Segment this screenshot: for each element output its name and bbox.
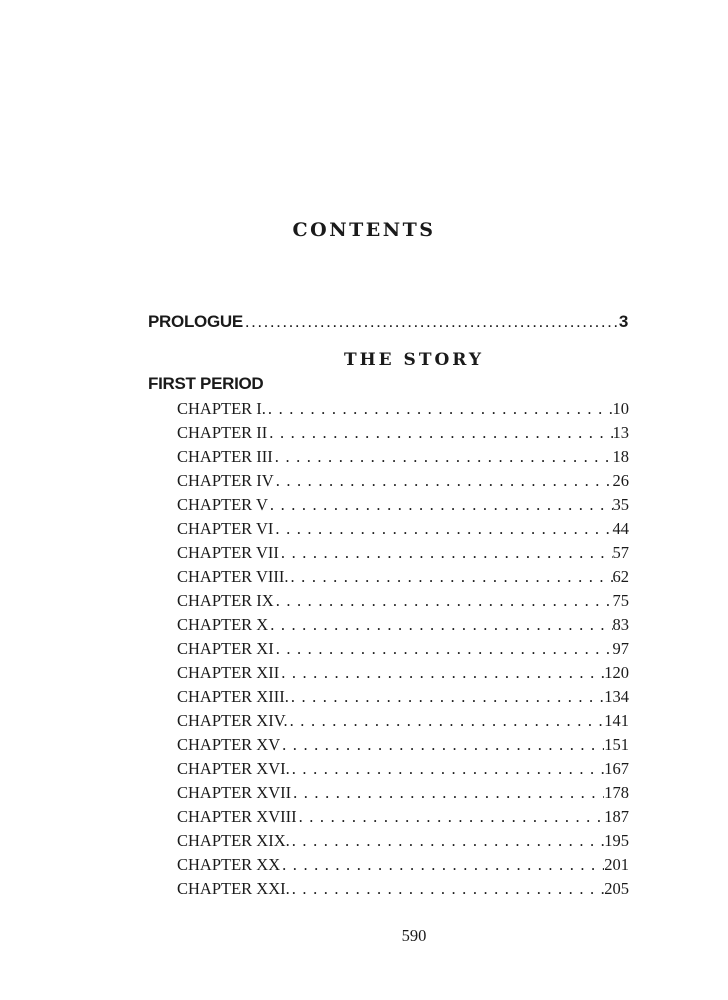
- toc-entry-page: 178: [604, 783, 629, 802]
- toc-entry-label: CHAPTER XII: [177, 663, 280, 682]
- toc-entry-page: 151: [604, 735, 629, 754]
- toc-entry-chapter[interactable]: [177, 493, 629, 517]
- chapter-list: [177, 397, 629, 901]
- toc-entry-page: 195: [604, 831, 629, 850]
- toc-entry-page: 13: [612, 423, 629, 442]
- toc-entry-label: CHAPTER VI: [177, 519, 274, 538]
- toc-entry-chapter[interactable]: [177, 517, 629, 541]
- toc-entry-page: 187: [604, 807, 629, 826]
- dot-leader: [289, 685, 604, 709]
- toc-entry-label: CHAPTER XXI.: [177, 879, 290, 898]
- toc-entry-label: CHAPTER IX: [177, 591, 274, 610]
- toc-entry-chapter[interactable]: [177, 661, 629, 685]
- dot-leader: [267, 421, 612, 445]
- toc-entry-label: CHAPTER I.: [177, 399, 266, 418]
- toc-entry-label: CHAPTER V: [177, 495, 268, 514]
- toc-entry-page: 3: [618, 312, 628, 331]
- toc-entry-chapter[interactable]: [177, 565, 629, 589]
- toc-entry-page: 18: [612, 447, 629, 466]
- toc-entry-chapter[interactable]: [177, 613, 629, 637]
- toc-entry-page: 44: [612, 519, 629, 538]
- toc-entry-page: 167: [604, 759, 629, 778]
- toc-entry-chapter[interactable]: [177, 733, 629, 757]
- page-number: 590: [401, 926, 427, 945]
- toc-entry-label: CHAPTER X: [177, 615, 269, 634]
- dot-leader: [273, 445, 613, 469]
- page-title: CONTENTS: [292, 219, 436, 241]
- toc-entry-chapter[interactable]: [177, 805, 629, 829]
- dot-leader: [274, 589, 613, 613]
- toc-entry-label: CHAPTER XVII: [177, 783, 292, 802]
- dot-leader: [288, 709, 605, 733]
- toc-entry-page: 120: [604, 663, 629, 682]
- dot-leader: [291, 781, 604, 805]
- dot-leader: [266, 397, 613, 421]
- dot-leader: [274, 637, 613, 661]
- toc-entry-chapter[interactable]: [177, 469, 629, 493]
- toc-entry-chapter[interactable]: [177, 421, 629, 445]
- toc-entry-chapter[interactable]: [177, 781, 629, 805]
- toc-entry-chapter[interactable]: [177, 877, 629, 901]
- toc-entry-label: CHAPTER XI: [177, 639, 274, 658]
- toc-entry-label: CHAPTER VIII.: [177, 567, 289, 586]
- toc-entry-label: CHAPTER II: [177, 423, 268, 442]
- period-heading: FIRST PERIOD: [148, 374, 264, 393]
- toc-entry-page: 97: [612, 639, 629, 658]
- dot-leader: [289, 565, 613, 589]
- toc-entry-chapter[interactable]: [177, 853, 629, 877]
- toc-entry-page: 62: [612, 567, 629, 586]
- dot-leader: [290, 757, 604, 781]
- toc-entry-page: 205: [604, 879, 629, 898]
- toc-entry-page: 35: [612, 495, 629, 514]
- dot-leader: [243, 312, 619, 332]
- toc-entry-chapter[interactable]: [177, 829, 629, 853]
- toc-entry-label: CHAPTER XIX.: [177, 831, 290, 850]
- toc-entry-chapter[interactable]: [177, 685, 629, 709]
- dot-leader: [290, 829, 604, 853]
- toc-entry-label: CHAPTER XX: [177, 855, 281, 874]
- toc-entry-chapter[interactable]: [177, 541, 629, 565]
- toc-entry-label: CHAPTER XVI.: [177, 759, 290, 778]
- section-heading-text: THE STORY: [343, 350, 485, 370]
- toc-entry-page: 57: [612, 543, 629, 562]
- dot-leader: [297, 805, 605, 829]
- toc-entry-chapter[interactable]: [177, 445, 629, 469]
- toc-entry-label: CHAPTER XVIII: [177, 807, 297, 826]
- toc-entry-label: CHAPTER VII: [177, 543, 279, 562]
- dot-leader: [290, 877, 604, 901]
- toc-entry-label: CHAPTER III: [177, 447, 273, 466]
- dot-leader: [280, 733, 604, 757]
- dot-leader: [280, 853, 604, 877]
- toc-entry-page: 10: [612, 399, 629, 418]
- toc-entry-label: PROLOGUE: [148, 312, 243, 331]
- toc-entry-page: 201: [604, 855, 629, 874]
- dot-leader: [273, 517, 612, 541]
- toc-entry-label: CHAPTER XIII.: [177, 687, 289, 706]
- section-heading: [0, 350, 728, 370]
- toc-entry-page: 26: [612, 471, 629, 490]
- dot-leader: [279, 661, 604, 685]
- toc-entry-chapter[interactable]: [177, 397, 629, 421]
- dot-leader: [268, 493, 613, 517]
- toc-entry-chapter[interactable]: [177, 757, 629, 781]
- page-number-footer: [0, 926, 728, 946]
- toc-entry-page: 141: [604, 711, 629, 730]
- toc-entry-chapter[interactable]: [177, 589, 629, 613]
- toc-entry-chapter[interactable]: [177, 709, 629, 733]
- toc-entry-page: 83: [612, 615, 629, 634]
- dot-leader: [268, 613, 612, 637]
- toc-entry-label: CHAPTER IV: [177, 471, 274, 490]
- toc-entry-chapter[interactable]: [177, 637, 629, 661]
- toc-entry-page: 134: [604, 687, 629, 706]
- toc-entry-label: CHAPTER XIV.: [177, 711, 288, 730]
- toc-entry-prologue[interactable]: [148, 312, 628, 332]
- dot-leader: [274, 469, 613, 493]
- toc-entry-label: CHAPTER XV: [177, 735, 281, 754]
- dot-leader: [279, 541, 613, 565]
- toc-entry-page: 75: [612, 591, 629, 610]
